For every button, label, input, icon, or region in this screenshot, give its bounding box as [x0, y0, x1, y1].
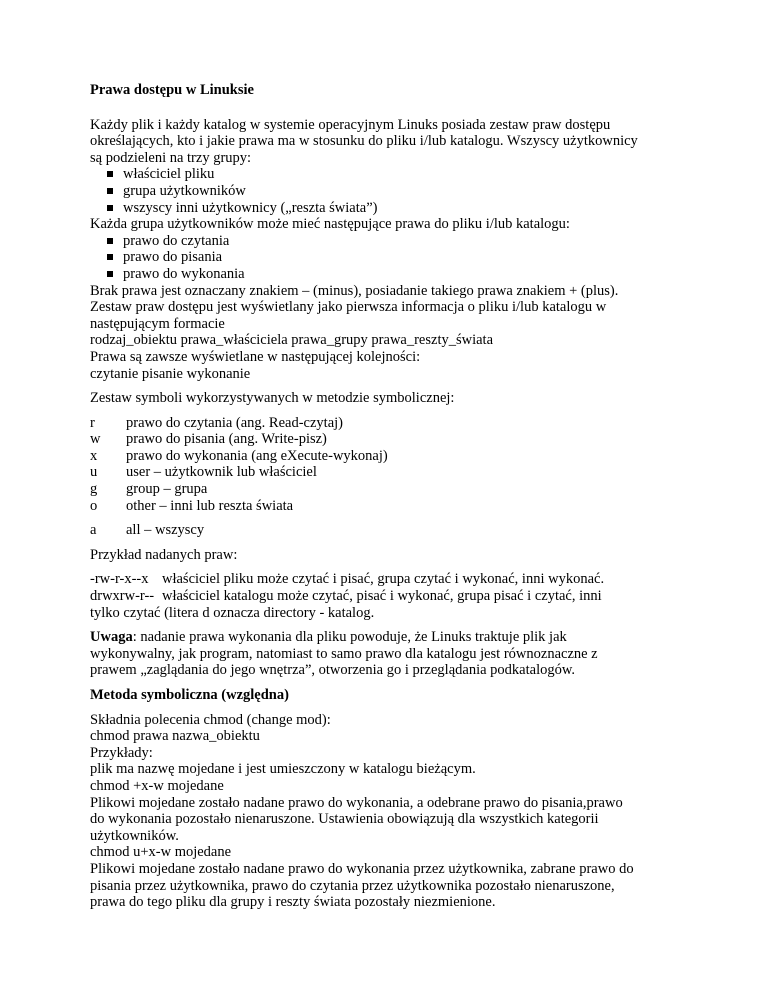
symbol-letter: u [90, 464, 98, 481]
example-code: -rw-r-x--x [90, 571, 149, 588]
paragraph-line: następującym formacie [90, 315, 225, 332]
symbol-row [90, 415, 710, 432]
method-heading: Metoda symboliczna (względna) [90, 687, 289, 703]
symbol-desc: prawo do czytania (ang. Read-czytaj) [126, 414, 343, 431]
intro-line: są podzieleni na trzy grupy: [90, 149, 252, 166]
groups-list [90, 166, 710, 216]
symbol-desc: prawo do wykonania (ang eXecute-wykonaj) [126, 447, 388, 464]
document-page [90, 82, 710, 911]
format-line: rodzaj_obiektu prawa_właściciela prawa_grupy prawa_reszty_świata [90, 332, 494, 349]
square-bullet-icon [107, 254, 113, 260]
square-bullet-icon [107, 271, 113, 277]
list-item-text: prawo do pisania [123, 249, 223, 266]
symbol-letter: a [90, 522, 97, 539]
spacer [90, 563, 710, 571]
order-line: czytanie pisanie wykonanie [90, 365, 251, 382]
note-line [90, 629, 710, 646]
example-row [90, 588, 710, 605]
symbols-table [90, 415, 710, 515]
examples-heading: Przykład nadanych praw: [90, 546, 238, 563]
note-line: prawem „zaglądania do jego wnętrza”, otworzenia go i przeglądania podkatalogów. [90, 662, 575, 679]
list-item-text: właściciel pliku [123, 166, 215, 183]
symbol-desc: other – inni lub reszta świata [126, 497, 294, 514]
symbol-letter: r [90, 414, 95, 431]
paragraph-line: Prawa są zawsze wyświetlane w następującej kolejności: [90, 348, 421, 365]
symbol-row [90, 464, 710, 481]
method-line: Składnia polecenia chmod (change mod): [90, 711, 331, 728]
symbol-desc: user – użytkownik lub właściciel [126, 464, 317, 481]
list-item [90, 183, 710, 200]
example-row [90, 571, 710, 588]
method-line: chmod +x-w mojedane [90, 777, 224, 794]
paragraph-line: Brak prawa jest oznaczany znakiem – (minus), posiadanie takiego prawa znakiem + (plus). [90, 282, 619, 299]
symbol-desc: prawo do pisania (ang. Write-pisz) [126, 431, 327, 448]
spacer [90, 539, 710, 547]
spacer [90, 514, 710, 522]
symbol-letter: o [90, 497, 98, 514]
document-title: Prawa dostępu w Linuksie [90, 82, 254, 98]
symbol-row [90, 481, 710, 498]
list-item-text: prawo do wykonania [123, 265, 245, 282]
paragraph-line: Zestaw praw dostępu jest wyświetlany jako pierwsza informacja o pliku i/lub katalogu w [90, 299, 607, 316]
method-line: Plikowi mojedane zostało nadane prawo do wykonania, a odebrane prawo do pisania,prawo [90, 794, 623, 811]
symbol-row [90, 431, 710, 448]
spacer [90, 99, 710, 117]
spacer [90, 679, 710, 687]
method-line: użytkowników. [90, 827, 179, 844]
example-continuation: tylko czytać (litera d oznacza directory - katalog. [90, 604, 375, 621]
square-bullet-icon [107, 171, 113, 177]
symbol-letter: g [90, 481, 98, 498]
method-line: Przykłady: [90, 744, 153, 761]
note-line: wykonywalny, jak program, natomiast to samo prawo dla katalogu jest równoznaczne z [90, 645, 598, 662]
method-line: pisania przez użytkownika, prawo do czytania przez użytkownika pozostało nienaruszone, [90, 877, 615, 894]
method-line: plik ma nazwę mojedane i jest umieszczony w katalogu bieżącym. [90, 761, 476, 778]
method-line: chmod u+x-w mojedane [90, 844, 232, 861]
list-item [90, 249, 710, 266]
note-text: : nadanie prawa wykonania dla pliku powoduje, że Linuks traktuje plik jak [132, 629, 567, 646]
intro-line: Każdy plik i każdy katalog w systemie operacyjnym Linuks posiada zestaw praw dostępu [90, 116, 611, 133]
symbol-row [90, 498, 710, 515]
example-code: drwxrw-r-- [90, 588, 155, 605]
intro-line: określających, kto i jakie prawa ma w stosunku do pliku i/lub katalogu. Wszyscy użytkownicy [90, 133, 638, 150]
square-bullet-icon [107, 205, 113, 211]
example-desc: właściciel katalogu może czytać, pisać i wykonać, grupa pisać i czytać, inni [162, 588, 602, 605]
symbol-desc: all – wszyscy [126, 522, 205, 539]
note-label: Uwaga [90, 629, 133, 646]
list-item-text: wszyscy inni użytkownicy („reszta świata”) [123, 199, 378, 216]
symbol-desc: group – grupa [126, 481, 208, 498]
rights-list [90, 233, 710, 283]
spacer [90, 407, 710, 415]
rights-intro: Każda grupa użytkowników może mieć następujące prawa do pliku i/lub katalogu: [90, 216, 570, 233]
list-item [90, 200, 710, 217]
square-bullet-icon [107, 188, 113, 194]
symbol-letter: w [90, 431, 101, 448]
method-line: prawa do tego pliku dla grupy i reszty świata pozostały niezmienione. [90, 894, 496, 911]
example-desc: właściciel pliku może czytać i pisać, grupa czytać i wykonać, inni wykonać. [162, 571, 605, 588]
spacer [90, 704, 710, 712]
square-bullet-icon [107, 238, 113, 244]
list-item [90, 266, 710, 283]
method-line: chmod prawa nazwa_obiektu [90, 728, 260, 745]
list-item-text: prawo do czytania [123, 232, 230, 249]
spacer [90, 382, 710, 390]
list-item [90, 233, 710, 250]
list-item [90, 166, 710, 183]
list-item-text: grupa użytkowników [123, 182, 246, 199]
symbol-row [90, 448, 710, 465]
symbol-row-all [90, 522, 710, 539]
spacer [90, 621, 710, 629]
method-line: Plikowi mojedane zostało nadane prawo do wykonania przez użytkownika, zabrane prawo do [90, 860, 634, 877]
symbols-heading: Zestaw symboli wykorzystywanych w metodzie symbolicznej: [90, 390, 455, 407]
method-line: do wykonania pozostało nienaruszone. Ustawienia obowiązują dla wszystkich kategorii [90, 811, 599, 828]
symbol-letter: x [90, 447, 98, 464]
